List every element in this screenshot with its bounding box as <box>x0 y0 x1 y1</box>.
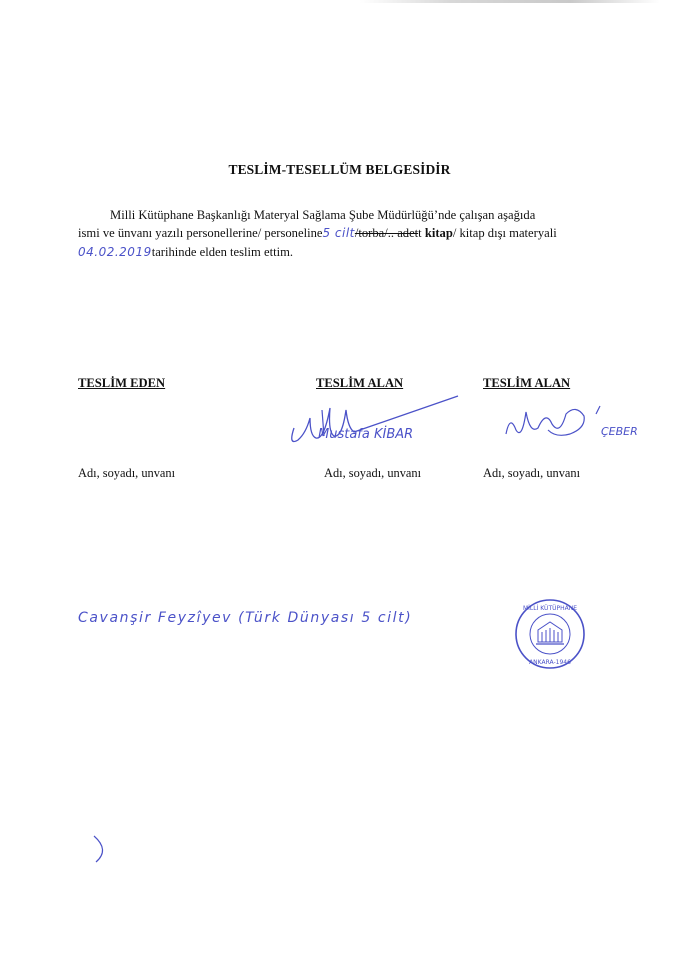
document-title: TESLİM-TESELLÜM BELGESİDİR <box>228 162 451 177</box>
stray-pen-mark <box>90 832 114 868</box>
paragraph-line-2-fragment: t <box>418 226 422 240</box>
signature-ceber <box>500 394 610 442</box>
paragraph-line-3 <box>78 243 598 261</box>
paragraph-line-2-start: ismi ve ünvanı yazılı personellerine/ personeline <box>78 226 323 240</box>
struck-text: /torba/.. adet <box>354 226 419 240</box>
scan-artifact-line <box>360 0 660 3</box>
paragraph-line-1 <box>78 206 598 224</box>
header-teslim-alan-1: TESLİM ALAN <box>316 376 404 390</box>
paragraph-line-3-text: tarihinde elden teslim ettim. <box>151 245 294 259</box>
header-teslim-alan-2: TESLİM ALAN <box>483 376 571 390</box>
label-name-title-2: Adı, soyadı, unvanı <box>324 466 422 480</box>
label-name-title-3: Adı, soyadı, unvanı <box>483 466 581 480</box>
handwritten-volume-count: 5 cilt <box>322 226 355 240</box>
label-name-title-1: Adı, soyadı, unvanı <box>78 466 176 480</box>
svg-text:MİLLİ KÜTÜPHANE: MİLLİ KÜTÜPHANE <box>522 605 578 612</box>
handwritten-note: Cavanşir Feyzîyev (Türk Dünyası 5 cilt) <box>78 610 413 626</box>
signature-name-kibar: Mustafa KİBAR <box>318 427 414 442</box>
paragraph-line-1-text: Milli Kütüphane Başkanlığı Materyal Sağlama Şube Müdürlüğü’nde çalışan aşağıda <box>110 208 536 222</box>
library-stamp <box>514 598 586 670</box>
svg-text:ANKARA-1946: ANKARA-1946 <box>529 659 571 666</box>
header-teslim-eden: TESLİM EDEN <box>78 376 166 390</box>
paragraph-line-2 <box>78 224 598 242</box>
signature-name-ceber: ÇEBER <box>601 425 638 438</box>
paragraph-bold-word: kitap <box>424 226 453 240</box>
paragraph-line-2-end: / kitap dışı materyali <box>452 226 557 240</box>
handwritten-date: 04.02.2019 <box>78 245 152 259</box>
